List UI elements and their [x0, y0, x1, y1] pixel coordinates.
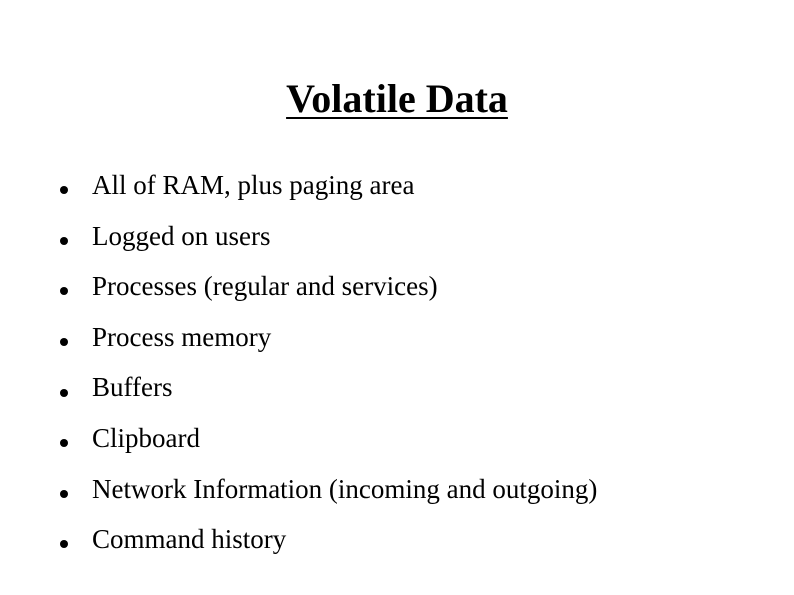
bullet-text: Command history	[92, 524, 287, 555]
bullet-item	[60, 261, 760, 312]
bullet-item	[60, 160, 760, 211]
bullet-icon	[60, 287, 68, 295]
bullet-icon	[60, 338, 68, 346]
bullet-icon	[60, 490, 68, 498]
bullet-text: Clipboard	[92, 422, 200, 453]
bullet-item	[60, 514, 760, 565]
bullet-icon	[60, 439, 68, 447]
bullet-text: Process memory	[92, 321, 272, 352]
bullet-text: All of RAM, plus paging area	[92, 170, 415, 200]
bullet-item	[60, 413, 760, 464]
bullet-icon	[60, 237, 68, 245]
bullet-text: Network Information (incoming and outgoing)	[92, 473, 598, 504]
bullet-item	[60, 211, 760, 262]
bullet-icon	[60, 540, 68, 548]
slide-title: Volatile Data	[286, 76, 508, 121]
bullet-item	[60, 312, 760, 363]
bullet-list	[60, 160, 760, 565]
bullet-text: Buffers	[92, 372, 173, 403]
bullet-text: Processes (regular and services)	[92, 271, 438, 302]
bullet-item	[60, 362, 760, 413]
bullet-text: Logged on users	[92, 220, 271, 251]
bullet-icon	[60, 186, 68, 194]
bullet-item	[60, 464, 760, 515]
bullet-icon	[60, 389, 68, 397]
